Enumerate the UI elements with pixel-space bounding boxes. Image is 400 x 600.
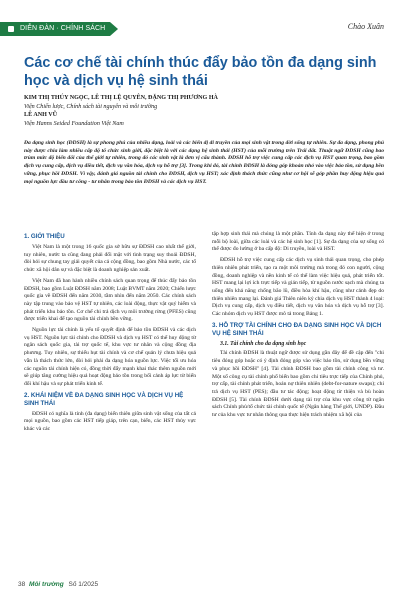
section-tag [0, 22, 110, 36]
magazine-name: Môi trường [29, 581, 64, 588]
paragraph: ĐDSH hỗ trợ việc cung cấp các dịch vụ sinh thái quan trọng, cho phép thiên nhiên phát triển, tạo ra một môi trường mà trong đó con người, cộng đồng, doanh nghiệp và nền kinh tế có thể làm việc hiệu quả, phát triển tốt. HST mang lại lợi ích trực tiếp và gián tiếp, từ nguồn nước sạch mà chúng ta uống đến khả năng chống bão lũ, điều hòa khí hậu, cũng như cảnh đẹp do thiên nhiên mang lại. Đánh giá Thiên niên kỷ chia dịch vụ HST thành 4 loại: Dịch vụ cung cấp, dịch vụ điều tiết, dịch vụ văn hóa và dịch vụ hỗ trợ [3]. Các nhóm dịch vụ HST được mô tả trong Bảng 1. [212, 257, 384, 318]
paragraph: Tài chính ĐDSH là thuật ngữ được sử dụng gần đây để đề cập đến "chi tiêu đóng góp hoặc có ý định đóng góp vào việc bảo tồn, sử dụng bền vững và phục hồi ĐDSH" [4]. Tài chính ĐDSH bao gồm tài chính công và tư. Một số công cụ tài chính phổ biến bao gồm chi tiêu trực tiếp của Chính phủ, trợ cấp, tài chính phát triển, hoán nợ thiên nhiên (debt-for-nature swaps); chi trả dịch vụ HST (PES); đầu tư tác động; hoạt động từ thiện và bù hoàn ĐDSH [5]. Tài chính ĐDSH dưới dạng tài trợ của khu vực công từ ngân sách Chính phủ/tổ chức tài chính quốc tế (Ngân hàng Thế giới, UNDP). Đầu tư của khu vực tư nhân thông qua thực hiện trách nhiệm xã hội của [212, 350, 384, 419]
right-column [212, 231, 384, 423]
page-number: 38 [18, 581, 26, 588]
author-names: KIM THỊ THÚY NGỌC, LÊ THỊ LỆ QUYÊN, ĐẶNG THỊ PHƯƠNG HÀ [24, 95, 218, 101]
section-header [0, 22, 120, 36]
author-affiliation: Viện Chiến lược, Chính sách tài nguyên và môi trường [24, 103, 158, 110]
section-heading: 2. KHÁI NIỆM VỀ ĐA DẠNG SINH HỌC VÀ DỊCH VỤ HỆ SINH THÁI [24, 391, 184, 407]
section-heading: 1. GIỚI THIỆU [24, 233, 65, 240]
square-bullet-icon [8, 26, 14, 32]
section-tag-label: DIỄN ĐÀN · CHÍNH SÁCH [20, 25, 106, 32]
article-title: Các cơ chế tài chính thúc đẩy bảo tồn đa dạng sinh học và dịch vụ hệ sinh thái [24, 55, 377, 89]
paragraph: Việt Nam là một trong 16 quốc gia sở hữu sự ĐDSH cao nhất thế giới, tuy nhiên, nước ta cũng đang phải đối mặt với tình trạng suy thoái ĐDSH, đòi hỏi sự chung tay giải quyết của cả cộng đồng, bao gồm Nhà nước, các tổ chức xã hội dân sự và đặc biệt là doanh nghiệp sản xuất. [24, 244, 196, 274]
issue-number: Số 1/2025 [68, 581, 99, 588]
section-heading: 3. HỖ TRỢ TÀI CHÍNH CHO ĐA DẠNG SINH HỌC VÀ DỊCH VỤ HỆ SINH THÁI [212, 321, 382, 337]
author-affiliation: Viện Hanns Seided Foundation Việt Nam [24, 120, 124, 127]
tag-arrow-icon [110, 22, 118, 36]
paragraph: Việt Nam đã ban hành nhiều chính sách quan trọng để thúc đẩy bảo tồn ĐDSH, bao gồm Luật ĐDSH năm 2008; Luật BVMT năm 2020; Chiến lược quốc gia về ĐDSH đến năm 2030, tầm nhìn đến năm 2050. Các chính sách này tập trung vào bảo vệ HST tự nhiên, các loài động, thực vật quý hiếm và phát triển khu bảo tồn. Cơ chế chi trả dịch vụ môi trường rừng (PFES) cũng được triển khai để tạo nguồn tài chính bền vững. [24, 277, 196, 323]
abstract: Đa dạng sinh học (ĐDSH) là sự phong phú của nhiều dạng, loài và các biến dị di truyền của mọi sinh vật trong đời sống tự nhiên. Sự đa dạng, phong phú này được chia làm nhiều cấp độ tổ chức sinh giới, đặc biệt là với các dạng hệ sinh thái (HST) của mỗi trường trên Trái đất. Thuật ngữ ĐDSH cũng bao trùm mức độ biến đổi của thế giới tự nhiên, trong đó các sinh vật là đơn vị cấu thành. ĐDSH hỗ trợ việc cung cấp các dịch vụ HST quan trọng, bao gồm dịch vụ cung cấp, dịch vụ điều tiết, dịch vụ văn hóa, dịch vụ hỗ trợ [3]. Trong khi đó, tài chính ĐDSH là đóng góp khoản nhỏ vào việc bảo tồn, sử dụng bền vững, phục hồi ĐDSH. Vì vậy, đánh giá nguồn tài chính cho ĐDSH, dịch vụ HST; xác định thách thức cũng như cơ hội sẽ góp phần huy động hiệu quả mọi nguồn lực đầu tư công - tư nhân trong bảo tồn ĐDSH và các dịch vụ HST. [24, 140, 384, 185]
paragraph: ĐDSH có nghĩa là tính (đa dạng) biến thiên giữa sinh vật sống của tất cả mọi nguồn, bao gồm các HST tiếp giáp, trên cạn, biển, các HST thủy vực khác và các [24, 410, 196, 433]
author-block [24, 94, 384, 128]
page-footer [18, 581, 98, 588]
issue-label: Chào Xuân [347, 22, 384, 31]
paragraph: Nguồn lực tài chính là yếu tố quyết định để bảo tồn ĐDSH và các dịch vụ HST. Nguồn lực tài chính cho ĐDSH và dịch vụ HST có thể huy động từ ngân sách quốc gia, tài trợ quốc tế, khu vực tư nhân và cộng đồng địa phương. Tuy nhiên, sự thiếu hụt tài chính và cơ chế quản lý chưa hiệu quả vẫn là thách thức lớn, đòi hỏi phải đa dạng hóa nguồn lực. Việc tối ưu hóa các nguồn tài chính hiện có, đồng thời đẩy mạnh khai thác thêm nguồn mới sẽ giúp tăng cường hiệu quả hoạt động bảo tồn trong bối cảnh áp lực từ biến đổi khí hậu và sự phát triển kinh tế. [24, 327, 196, 387]
paragraph: tập hợp sinh thái mà chúng là một phần. Tính đa dạng này thể hiện ở trong mỗi bộ loài, giữa các loài và các hệ sinh học [1]. Sự đa dạng của sự sống có thể được đo lường ở ba cấp độ: Di truyền, loài và HST. [212, 231, 384, 253]
subsection-heading: 3.1. Tài chính cho đa dạng sinh học [220, 340, 307, 347]
left-column [24, 231, 196, 437]
author-names: LÊ ANH VŨ [24, 112, 58, 119]
